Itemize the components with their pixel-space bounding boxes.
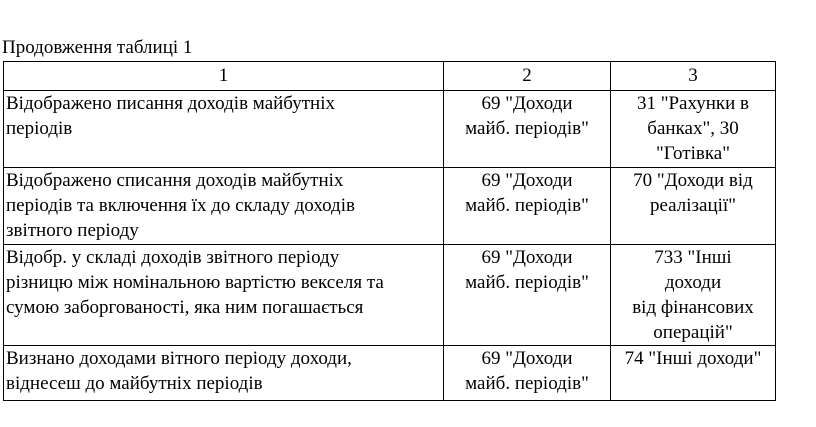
text-line: 74 "Інші доходи" (624, 348, 762, 369)
text-line: "Готівка" (655, 143, 730, 164)
table-row (4, 91, 776, 168)
header-row (4, 62, 776, 91)
text-line: Відобр. у складі доходів звітного періоду (6, 247, 340, 268)
operation-description (4, 346, 444, 401)
text-line: майб. періодів" (465, 118, 589, 139)
operation-description (4, 168, 444, 245)
table-row (4, 168, 776, 245)
text-line: звітного періоду (6, 220, 139, 241)
credit-account (611, 346, 776, 401)
table-row (4, 346, 776, 401)
text-line: 69 "Доходи (481, 247, 573, 268)
text-line: реалізації" (650, 195, 736, 216)
column-header-1: 1 (4, 62, 444, 91)
table-caption: Продовження таблиці 1 (2, 37, 193, 58)
text-line: 69 "Доходи (481, 93, 573, 114)
accounting-table (3, 61, 776, 401)
operation-description (4, 245, 444, 346)
text-line: 31 "Рахунки в (636, 93, 750, 114)
credit-account (611, 168, 776, 245)
text-line: доходи (664, 272, 722, 293)
text-line: майб. періодів" (465, 195, 589, 216)
debit-account (444, 245, 611, 346)
table-row (4, 245, 776, 346)
text-line: віднесеш до майбутніх періодів (6, 373, 263, 394)
operation-description (4, 91, 444, 168)
credit-account (611, 91, 776, 168)
text-line: Визнано доходами вітного періоду доходи, (6, 348, 352, 369)
debit-account (444, 91, 611, 168)
text-line: операцій" (653, 322, 733, 343)
text-line: 70 "Доходи від (633, 170, 753, 191)
text-line: від фінансових (632, 297, 754, 318)
debit-account (444, 168, 611, 245)
text-line: різницю між номінальною вартістю векселя та (6, 272, 384, 293)
debit-account (444, 346, 611, 401)
column-header-3: 3 (611, 62, 776, 91)
text-line: 69 "Доходи (481, 348, 573, 369)
text-line: Відображено писання доходів майбутніх (6, 93, 335, 114)
text-line: періодів (6, 118, 73, 139)
text-line: 69 "Доходи (481, 170, 573, 191)
text-line: банках", 30 (647, 118, 739, 139)
text-line: майб. періодів" (465, 272, 589, 293)
text-line: періодів та включення їх до складу доходів (6, 195, 355, 216)
text-line: майб. періодів" (465, 373, 589, 394)
text-line: 733 "Інші (654, 247, 732, 268)
credit-account (611, 245, 776, 346)
text-line: сумою заборгованості, яка ним погашається (6, 297, 364, 318)
text-line: Відображено списання доходів майбутніх (6, 170, 344, 191)
column-header-2: 2 (444, 62, 611, 91)
